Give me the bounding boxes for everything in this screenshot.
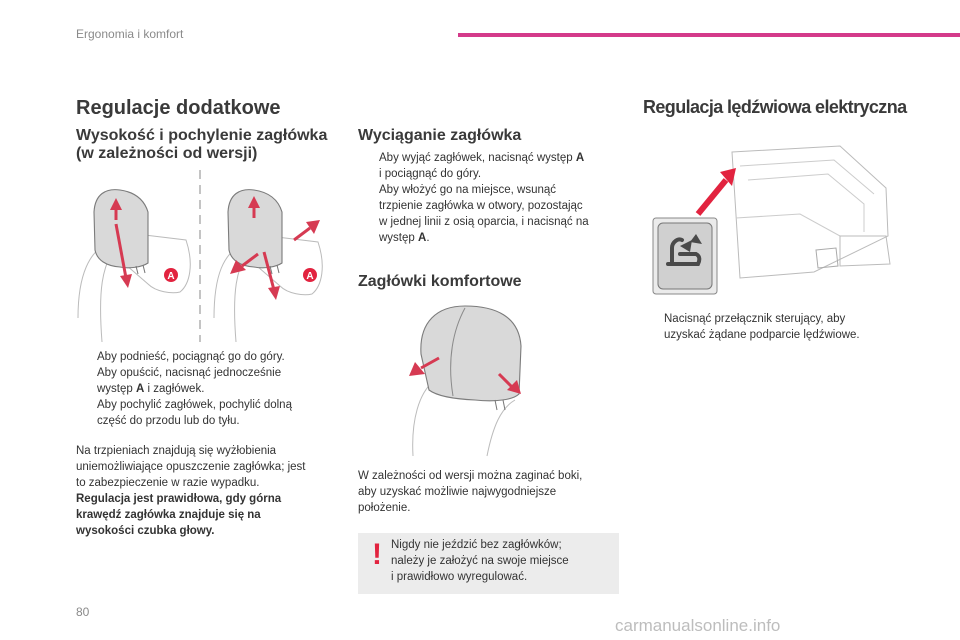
warning-icon: ! xyxy=(372,538,382,571)
removal-heading: Wyciąganie zagłówka xyxy=(358,127,522,144)
list-item: Aby pochylić zagłówek, pochylić dolną część do przodu lub do tyłu. xyxy=(97,399,292,427)
height-tilt-instructions xyxy=(76,349,336,429)
list-item: Aby opuścić, nacisnąć jednocześnie występ A i zagłówek. xyxy=(97,367,282,395)
list-item: Aby wyjąć zagłówek, nacisnąć występ A i pociągnąć do góry. xyxy=(379,152,585,180)
header-accent-bar xyxy=(458,33,960,37)
comfort-headrests-heading: Zagłówki komfortowe xyxy=(358,273,522,290)
removal-instructions xyxy=(358,150,620,246)
list-item: Nacisnąć przełącznik sterujący, aby uzyskać żądane podparcie lędźwiowe. xyxy=(664,313,860,341)
watermark: carmanualsonline.info xyxy=(615,616,781,635)
marker-a-label: A xyxy=(167,271,175,282)
page-number: 80 xyxy=(76,605,90,619)
list-item: Aby włożyć go na miejsce, wsunąć trzpienie zagłówka w otwory, pozostając w jednej linii z osią oparcia, i nacisnąć na występ A. xyxy=(379,184,589,244)
marker-a-label: A xyxy=(306,271,314,282)
list-item: Aby podnieść, pociągnąć go do góry. xyxy=(97,351,285,363)
section-title: Ergonomia i komfort xyxy=(76,27,184,41)
lumbar-instructions xyxy=(643,311,905,343)
subheading-height-tilt: Wysokość i pochylenie zagłówka (w zależności od wersji) xyxy=(76,127,328,162)
comfort-headrest-figure xyxy=(403,300,538,458)
lumbar-heading: Regulacja lędźwiowa elektryczna xyxy=(643,97,907,117)
safety-note-paragraph: Na trzpieniach znajdują się wyżłobienia uniemożliwiające opuszczenie zagłówka; jest to zabezpieczenie w razie wypadku. Regulacja jest prawidłowa, gdy górna krawędź zagłówka znajduje się na wysokości czubka głowy. xyxy=(76,445,306,537)
headrest-height-figure xyxy=(76,168,338,344)
warning-text: Nigdy nie jeździć bez zagłówków; należy je założyć na swoje miejsce i prawidłowo wyregulować. xyxy=(391,539,569,583)
comfort-description: W zależności od wersji można zaginać boki, aby uzyskać możliwie najwygodniejsze położenie. xyxy=(358,470,583,514)
main-heading: Regulacje dodatkowe xyxy=(76,97,281,119)
lumbar-switch-figure xyxy=(640,140,902,300)
